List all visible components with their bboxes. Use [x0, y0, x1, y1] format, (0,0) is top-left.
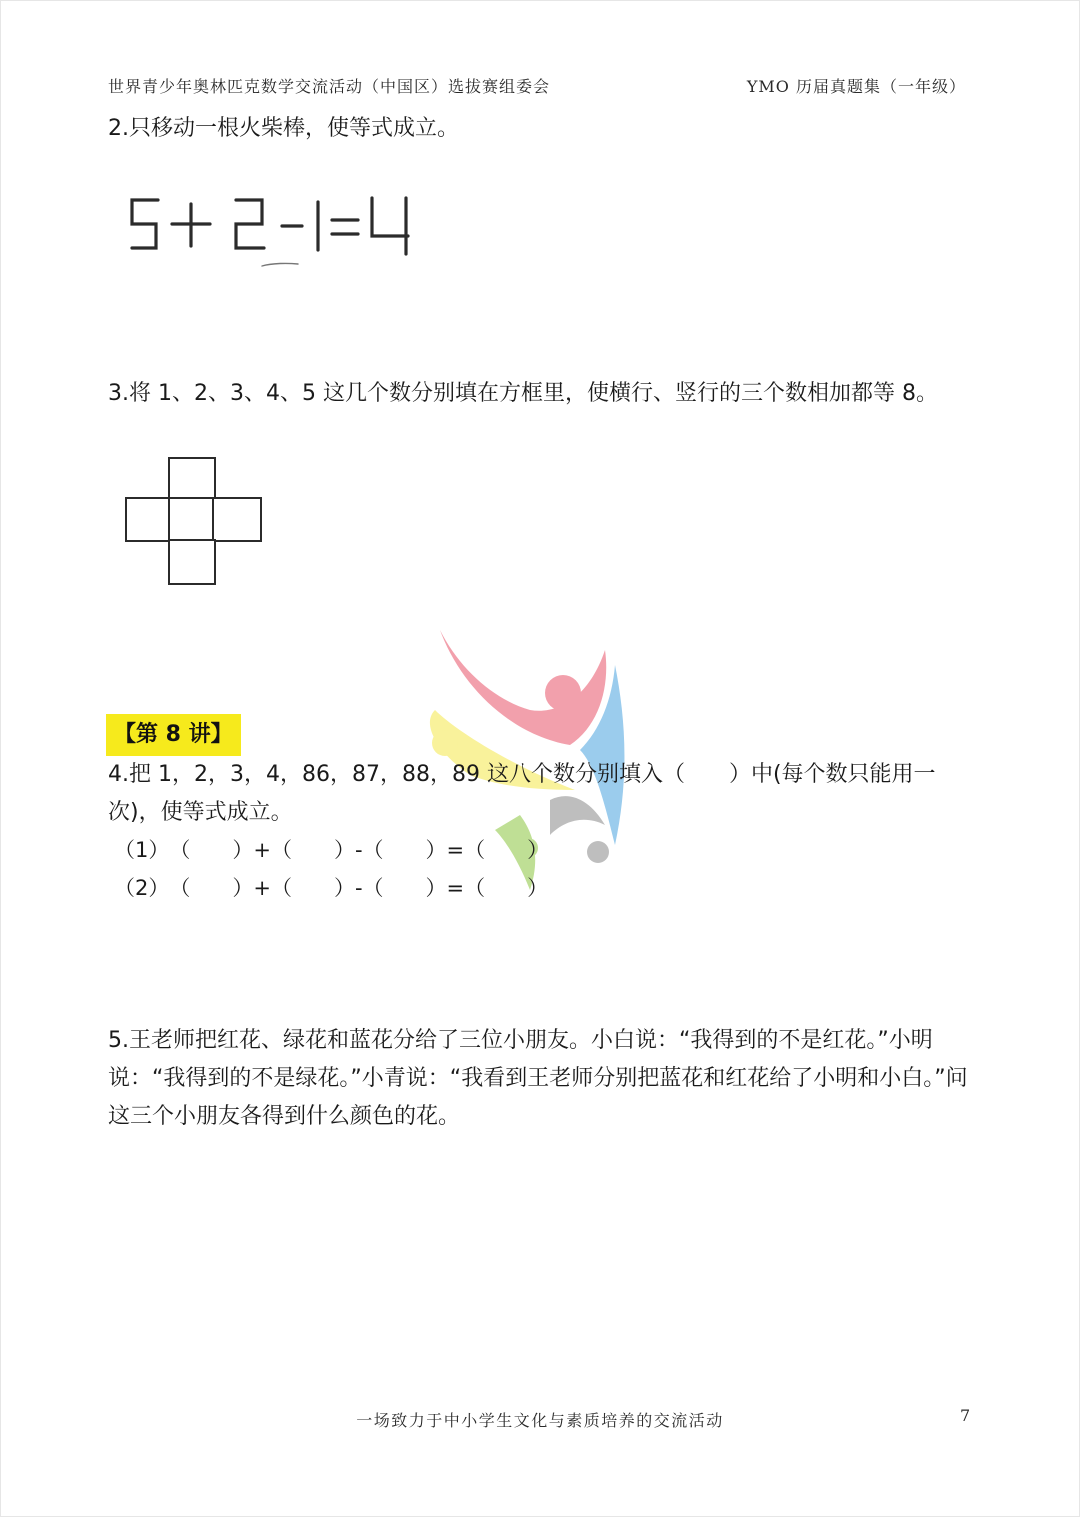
page-number: 7: [960, 1406, 971, 1425]
grid-cell-right: [213, 498, 261, 541]
question-3: 3.将 1、2、3、4、5 这几个数分别填在方框里，使横行、竖行的三个数相加都等 8。: [108, 381, 938, 406]
matchstick-pencil-mark: [262, 263, 298, 266]
grid-cell-bottom: [169, 540, 215, 584]
footer-tagline: 一场致力于中小学生文化与素质培养的交流活动: [356, 1411, 724, 1430]
grid-cell-center: [169, 498, 215, 541]
matchstick-digit-5: [132, 200, 158, 248]
header-book-title: YMO 历届真题集（一年级）: [746, 77, 966, 96]
watermark-red-head: [545, 675, 581, 711]
grid-cell-left: [126, 498, 171, 541]
lecture-tag: 【第 8 讲】: [106, 714, 241, 756]
question-5: 5.王老师把红花、绿花和蓝花分给了三位小朋友。小白说：“我得到的不是红花。”小明说：“我得到的不是绿花。”小青说：“我看到王老师分别把蓝花和红花给了小明和小白。”问这三个小朋友各得到什么颜色的花。: [108, 1028, 968, 1129]
watermark-red-arc: [440, 630, 606, 745]
cross-answer-grid: [124, 456, 266, 588]
watermark-gray-head: [587, 841, 609, 863]
equation-row-1: （1） （ ）+（ ）-（ ）=（ ）: [114, 838, 549, 862]
grid-cell-top: [169, 458, 215, 500]
matchstick-plus: [172, 204, 210, 246]
matchstick-digit-2: [236, 200, 264, 248]
header-organizer: 世界青少年奥林匹克数学交流活动（中国区）选拔赛组委会: [108, 77, 551, 96]
matchstick-equals: [332, 220, 358, 234]
matchstick-digit-4: [372, 198, 408, 254]
question-4: 4.把 1，2，3，4，86，87，88，89 这八个数分别填入（ ）中(每个数只能用一次)，使等式成立。: [108, 762, 936, 825]
watermark-yellow-head: [432, 730, 458, 756]
question-2: 2.只移动一根火柴棒，使等式成立。: [108, 116, 459, 141]
equation-row-2: （2） （ ）+（ ）-（ ）=（ ）: [114, 876, 549, 900]
matchstick-equation-figure: [120, 186, 430, 276]
